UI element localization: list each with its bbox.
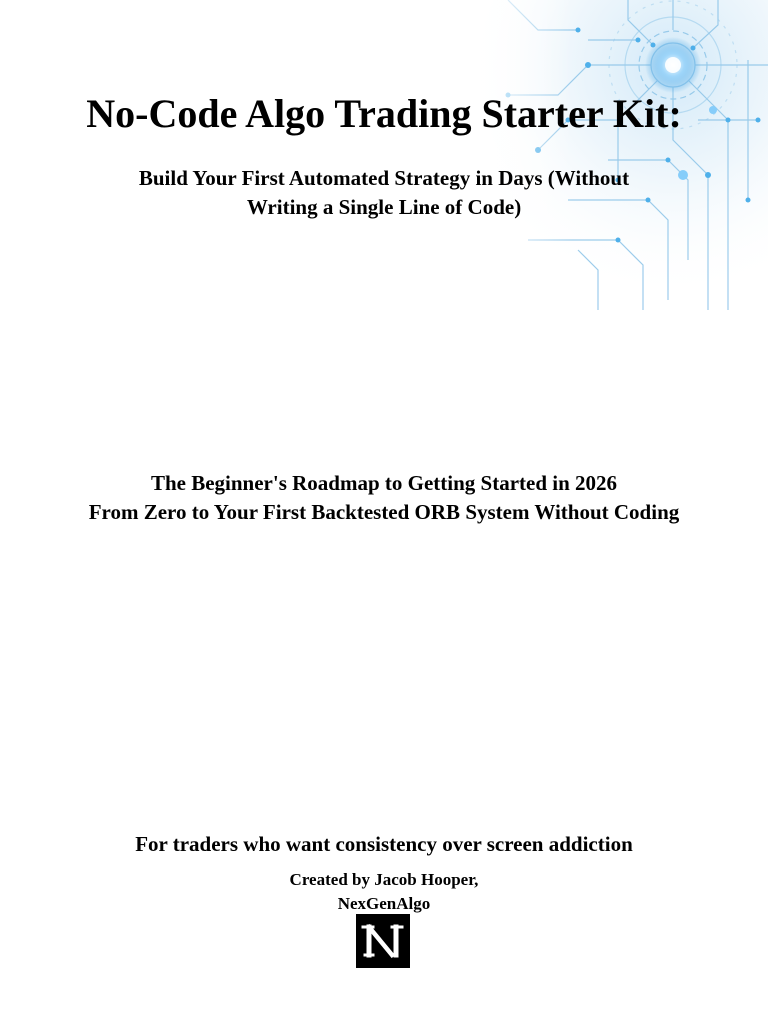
author-credit	[0, 868, 768, 916]
brand-name: NexGenAlgo	[337, 894, 431, 913]
roadmap-line: From Zero to Your First Backtested ORB System Without Coding	[88, 500, 680, 524]
author-line: Created by Jacob Hooper,	[289, 870, 479, 889]
roadmap-line: The Beginner's Roadmap to Getting Started in 2026	[150, 471, 618, 495]
circuit-board-illustration	[468, 0, 768, 310]
cover-title: No-Code Algo Trading Starter Kit:	[86, 91, 682, 136]
nexgenalgo-logo-icon	[356, 914, 410, 968]
tagline: For traders who want consistency over screen addiction	[135, 832, 633, 856]
cover-subtitle: Build Your First Automated Strategy in Days (Without Writing a Single Line of Code)	[138, 166, 630, 219]
roadmap-block	[0, 469, 768, 527]
